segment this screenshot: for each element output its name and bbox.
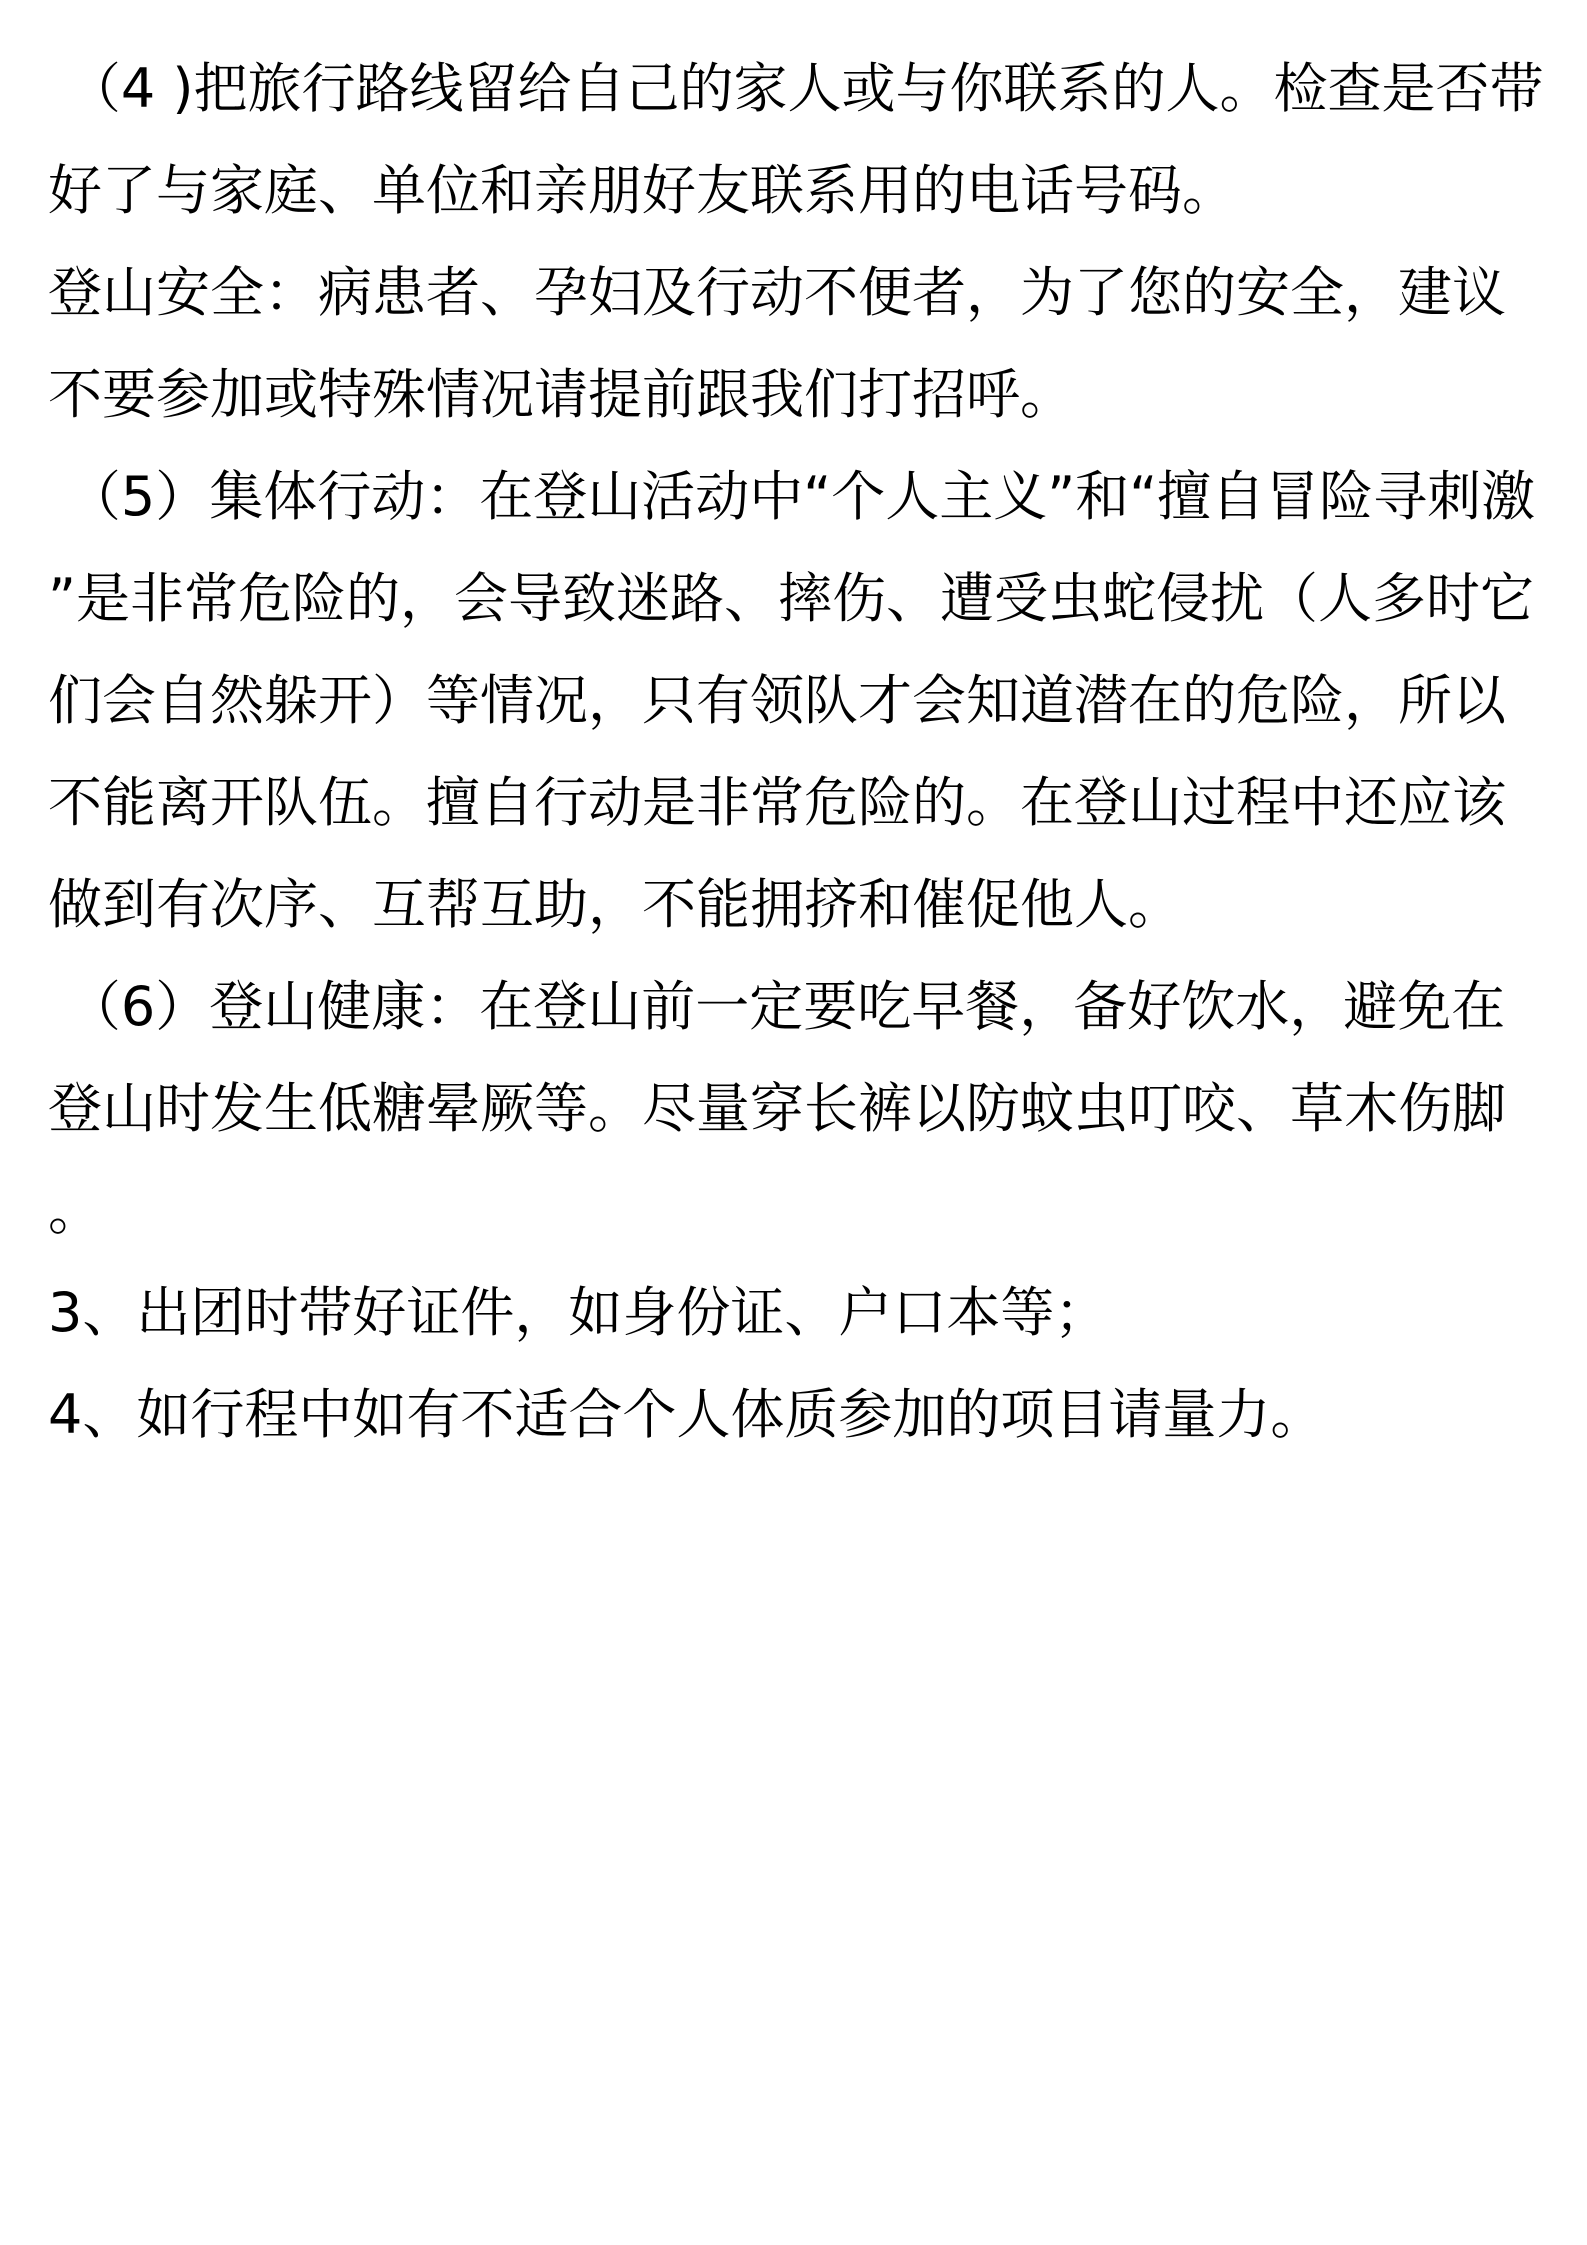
- paragraph-climbing-health: （6）登山健康：在登山前一定要吃早餐，备好饮水，避免在登山时发生低糖晕厥等。尽量穿长裤以防蚊虫叮咬、草木伤脚。: [48, 975, 1506, 1242]
- paragraph-group-action: （5）集体行动：在登山活动中“个人主义”和“擅自冒险寻刺激”是非常危险的，会导致迷路、摔伤、遭受虫蛇侵扰（人多时它们会自然躲开）等情况，只有领队才会知道潜在的危险，所以不能离开队伍。擅自行动是非常危险的。在登山过程中还应该做到有次序、互帮互助，不能拥挤和催促他人。: [48, 465, 1536, 936]
- paragraph-climbing-safety: 登山安全：病患者、孕妇及行动不便者，为了您的安全，建议不要参加或特殊情况请提前跟我们打招呼。: [48, 261, 1506, 426]
- paragraph-documents: 3、出团时带好证件，如身份证、户口本等；: [48, 1281, 1109, 1344]
- paragraph-itinerary-caution: 4、如行程中如有不适合个人体质参加的项目请量力。: [48, 1383, 1325, 1446]
- document-body: [48, 38, 1558, 1466]
- paragraph-route-notice: （4 )把旅行路线留给自己的家人或与你联系的人。检查是否带好了与家庭、单位和亲朋好友联系用的电话号码。: [48, 57, 1544, 222]
